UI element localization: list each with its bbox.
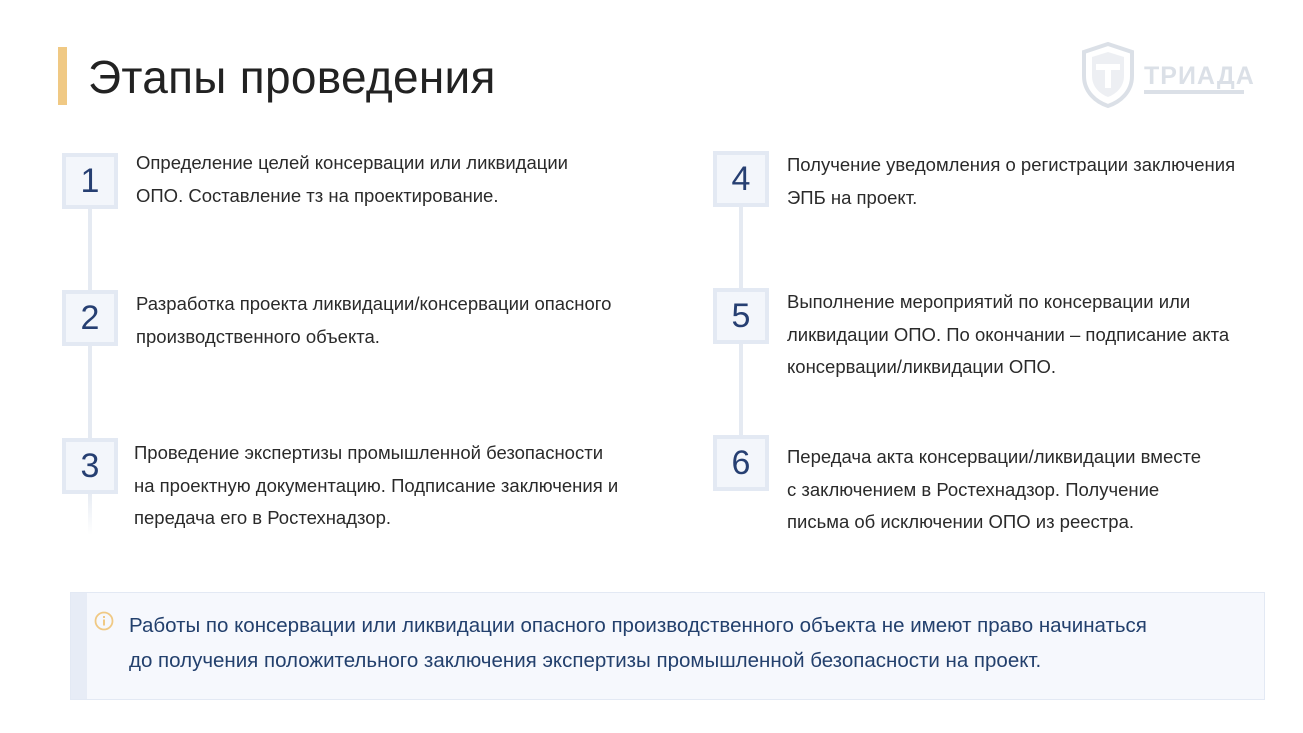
title-accent-bar bbox=[58, 47, 67, 105]
step-text-line: письма об исключении ОПО из реестра. bbox=[787, 511, 1134, 532]
step-number: 1 bbox=[80, 161, 100, 200]
step-connector bbox=[739, 205, 743, 290]
step-connector bbox=[88, 490, 92, 535]
step-description bbox=[787, 441, 1201, 539]
step-number: 2 bbox=[80, 298, 100, 337]
logo-tagline bbox=[1144, 90, 1244, 94]
step-number-box bbox=[62, 438, 118, 494]
step-text-line: Разработка проекта ликвидации/консервации опасного bbox=[136, 293, 612, 314]
note-text-line: Работы по консервации или ликвидации опасного производственного объекта не имеют право начинаться bbox=[129, 614, 1147, 637]
step-text-line: ликвидации ОПО. По окончании – подписание акта bbox=[787, 323, 1230, 345]
step-connector bbox=[88, 342, 92, 438]
step-description bbox=[136, 147, 568, 212]
step-text-line: на проектную документацию. Подписание заключения и bbox=[134, 474, 619, 496]
step-text-line: Передача акта консервации/ликвидации вместе bbox=[787, 446, 1202, 467]
step-number-box bbox=[62, 153, 118, 209]
step-number: 6 bbox=[731, 443, 751, 482]
step-text-line: консервации/ликвидации ОПО. bbox=[787, 356, 1057, 377]
step-text-line: производственного объекта. bbox=[136, 325, 380, 347]
page-title: Этапы проведения bbox=[88, 51, 496, 103]
step-text-line: Выполнение мероприятий по консервации или bbox=[787, 291, 1191, 312]
note-text-line: до получения положительного заключения экспертизы промышленной безопасности на проект. bbox=[129, 649, 1042, 672]
info-icon bbox=[94, 611, 114, 631]
step-text-line: передача его в Ростехнадзор. bbox=[134, 507, 392, 528]
step-text-line: Получение уведомления о регистрации заключения bbox=[787, 154, 1236, 175]
step-text-line: Определение целей консервации или ликвидации bbox=[136, 152, 569, 173]
step-number-box bbox=[713, 435, 769, 491]
step-text-line: ЭПБ на проект. bbox=[787, 186, 918, 208]
step-number-box bbox=[713, 151, 769, 207]
step-description bbox=[136, 288, 611, 353]
note-accent-stripe bbox=[71, 593, 87, 699]
step-text-line: с заключением в Ростехнадзор. Получение bbox=[787, 478, 1160, 500]
step-connector bbox=[88, 205, 92, 290]
info-note bbox=[70, 592, 1265, 700]
step-number: 4 bbox=[731, 159, 751, 198]
step-text-line: ОПО. Составление тз на проектирование. bbox=[136, 184, 499, 206]
step-number: 5 bbox=[731, 296, 751, 335]
step-connector bbox=[739, 342, 743, 438]
step-text-line: Проведение экспертизы промышленной безопасности bbox=[134, 442, 604, 463]
step-number: 3 bbox=[80, 446, 100, 485]
note-text bbox=[129, 608, 1249, 678]
step-number-box bbox=[62, 290, 118, 346]
step-description bbox=[787, 286, 1229, 384]
company-logo bbox=[1080, 42, 1260, 108]
step-description bbox=[787, 149, 1235, 214]
shield-t-logo-icon bbox=[1080, 42, 1136, 108]
step-number-box bbox=[713, 288, 769, 344]
logo-text: ТРИАДА bbox=[1144, 62, 1255, 90]
step-description bbox=[134, 437, 618, 535]
